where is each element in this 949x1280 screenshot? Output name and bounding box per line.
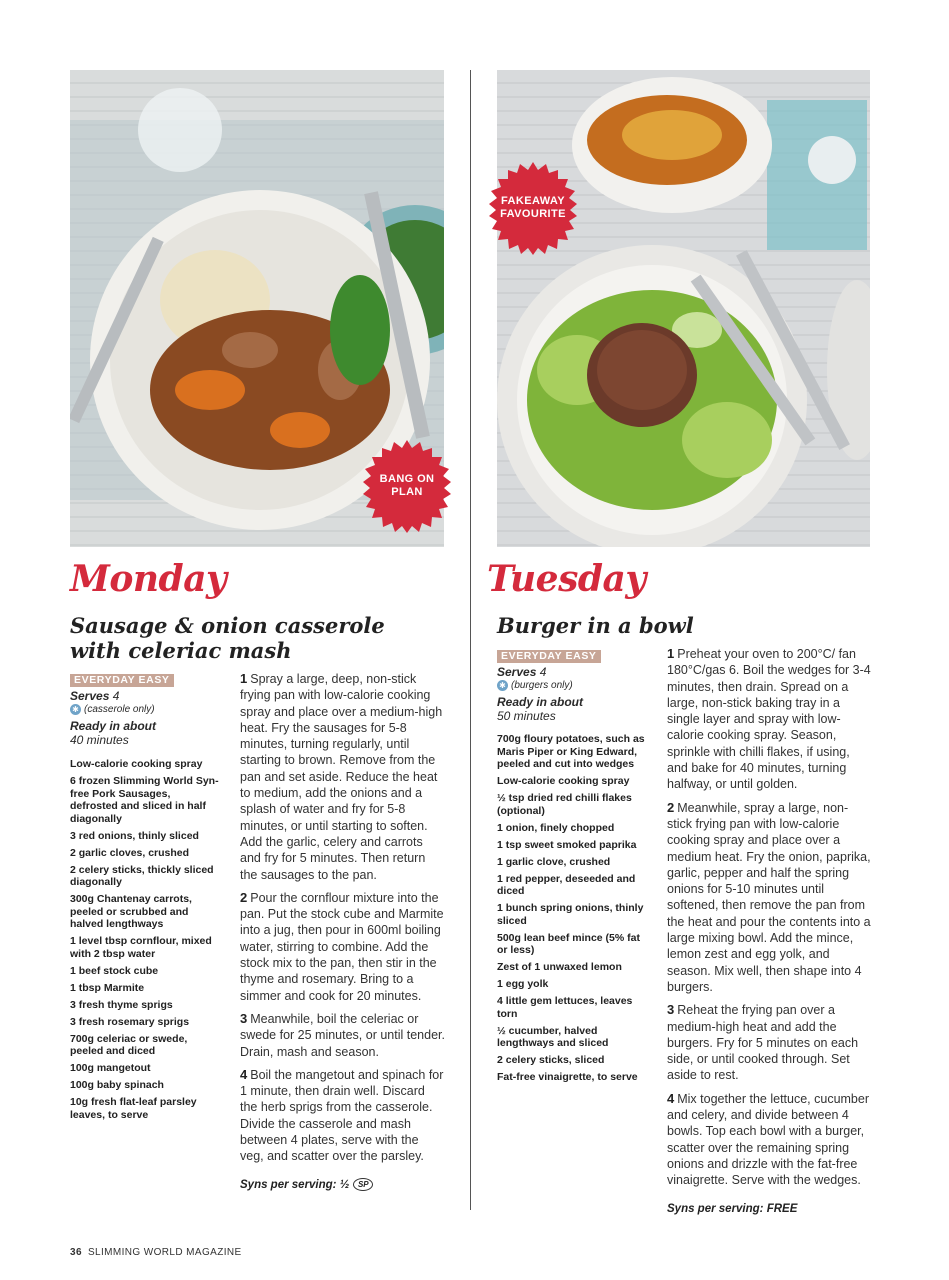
ingredient-item: 1 tsp sweet smoked paprika <box>497 838 637 851</box>
serves-info: Serves 4 <box>70 689 120 703</box>
serves-info: Serves 4 <box>497 665 547 679</box>
freeze-note: ✱ (casserole only) <box>70 704 230 715</box>
recipe-meta-monday <box>70 672 230 747</box>
snowflake-icon: ✱ <box>497 680 508 691</box>
everyday-easy-tag: EVERYDAY EASY <box>70 674 174 687</box>
ready-label: Ready in about <box>70 719 157 733</box>
page-footer <box>70 1247 242 1258</box>
everyday-easy-tag: EVERYDAY EASY <box>497 650 601 663</box>
ready-label: Ready in about <box>497 695 584 709</box>
recipe-title-monday: Sausage & onion casserole with celeriac mash <box>70 613 385 663</box>
ingredient-item: Fat-free vinaigrette, to serve <box>497 1071 638 1083</box>
column-divider <box>470 70 471 1210</box>
ingredient-item: 2 garlic cloves, crushed <box>70 846 190 859</box>
ingredients-list-monday <box>70 758 220 1126</box>
recipe-title-tuesday: Burger in a bowl <box>497 613 694 638</box>
method-step: 1 Preheat your oven to 200°C/ fan 180°C/gas 6. Boil the wedges for 3-4 minutes, then drain. Spread on a large, non-stick baking tray in a single layer and spray with low-calorie cooking spray. Season, sprinkle with chilli flakes, if using, and bake for 40 minutes, turning halfway, or until golden. <box>667 646 871 792</box>
snowflake-icon: ✱ <box>70 704 81 715</box>
ingredient-item: ½ cucumber, halved lengthways and sliced <box>497 1024 609 1049</box>
day-heading-tuesday: Tuesday <box>487 558 646 600</box>
ingredient-item: 100g baby spinach <box>70 1079 164 1091</box>
freeze-note: ✱ (burgers only) <box>497 680 657 691</box>
ingredient-item: 3 red onions, thinly sliced <box>70 829 199 842</box>
recipe-meta-tuesday <box>497 648 657 723</box>
ingredient-item: 700g celeriac or swede, peeled and diced <box>70 1032 188 1057</box>
fakeaway-favourite-badge: FAKEAWAY FAVOURITE <box>485 160 581 256</box>
ingredient-item: 3 fresh rosemary sprigs <box>70 1015 190 1028</box>
ingredient-item: 1 level tbsp cornflour, mixed with 2 tbsp water <box>70 935 212 960</box>
method-step: 2 Pour the cornflour mixture into the pan. Put the stock cube and Marmite into a jug, then pour in 600ml boiling water, stirring to combine. Add the stock mix to the pan, then stir in the thyme and rosemary. Bring to a simmer and cook for 20 minutes. <box>240 889 444 1003</box>
ingredient-item: 100g mangetout <box>70 1062 151 1074</box>
ingredient-item: 10g fresh flat-leaf parsley leaves, to serve <box>70 1096 197 1121</box>
method-tuesday <box>667 646 872 1217</box>
ingredient-item: 2 celery sticks, sliced <box>497 1054 605 1066</box>
page-number: 36 <box>70 1247 82 1258</box>
burger-bowl-photo <box>497 70 870 547</box>
ingredient-item: 500g lean beef mince (5% fat or less) <box>497 931 640 956</box>
method-step: 2 Meanwhile, spray a large, non-stick frying pan with low-calorie cooking spray and place over a medium heat. Fry the onion, paprika, garlic, pepper and half the spring onions for 5-10 minutes until softened, then remove the pan from the heat and pour the contents into a large mixing bowl. Add the mince, lemon zest and egg yolk, and season. Mix well, then shape into 4 burgers. <box>667 799 871 994</box>
method-step: 4 Boil the mangetout and spinach for 1 minute, then drain well. Discard the herb sprigs from the casserole. Divide the casserole and mash between 4 plates, serve with the veg, and scatter over the parsley. <box>240 1066 444 1164</box>
ingredient-item: 1 garlic clove, crushed <box>497 855 611 868</box>
ingredient-item: 1 onion, finely chopped <box>497 821 615 834</box>
sp-icon: SP <box>353 1178 373 1191</box>
syns-per-serving: Syns per serving: ½ SP <box>240 1177 445 1193</box>
ingredient-item: 1 tbsp Marmite <box>70 981 145 994</box>
method-step: 4 Mix together the lettuce, cucumber and celery, and divide between 4 bowls. Top each bowl with a burger, scatter over the remaining spring onions and drizzle with the fat-free vinaigrette. Serve with the wedges. <box>667 1090 869 1188</box>
ingredient-item: Zest of 1 unwaxed lemon <box>497 961 622 973</box>
method-step: 3 Meanwhile, boil the celeriac or swede for 25 minutes, or until tender. Drain, mash and season. <box>240 1010 445 1059</box>
ingredient-item: 4 little gem lettuces, leaves torn <box>497 995 633 1020</box>
method-monday <box>240 671 445 1193</box>
ingredient-item: 2 celery sticks, thickly sliced diagonally <box>70 863 214 888</box>
ingredient-item: Low-calorie cooking spray <box>497 775 630 787</box>
ingredient-item: 700g floury potatoes, such as Maris Piper or King Edward, peeled and cut into wedges <box>497 733 645 770</box>
day-heading-monday: Monday <box>70 558 227 600</box>
ingredient-item: Low-calorie cooking spray <box>70 758 203 770</box>
ingredient-item: 1 egg yolk <box>497 978 549 990</box>
ingredient-item: 300g Chantenay carrots, peeled or scrubbed and halved lengthways <box>70 893 192 930</box>
ingredient-item: 1 bunch spring onions, thinly sliced <box>497 902 644 927</box>
ingredients-list-tuesday <box>497 733 647 1088</box>
syns-per-serving: Syns per serving: FREE <box>667 1202 798 1215</box>
ingredient-item: 6 frozen Slimming World Syn-free Pork Sausages, defrosted and sliced in half diagonally <box>70 775 219 825</box>
magazine-name: SLIMMING WORLD MAGAZINE <box>87 1247 242 1258</box>
ingredient-item: ½ tsp dried red chilli flakes (optional) <box>497 792 632 817</box>
method-step: 1 Spray a large, deep, non-stick frying pan with low-calorie cooking spray and place over a medium-high heat. Fry the sausages for 5-8 minutes, turning regularly, until starting to brown. Remove from the pan and set aside. Reduce the heat to medium, add the onions and a splash of water and fry for 5-8 minutes, or until starting to soften. Add the garlic, celery and carrots and fry for 5 minutes. Then return the sausages to the pan. <box>240 671 443 882</box>
ingredient-item: 1 beef stock cube <box>70 964 159 977</box>
ingredient-item: 1 red pepper, deseeded and diced <box>497 872 636 897</box>
method-step: 3 Reheat the frying pan over a medium-high heat and add the burgers. Fry for 5 minutes on each side, or until cooked through. Set aside to rest. <box>667 1002 859 1083</box>
bang-on-plan-badge: BANG ON PLAN <box>359 438 455 534</box>
ingredient-item: 3 fresh thyme sprigs <box>70 998 173 1011</box>
ready-time: 50 minutes <box>497 709 556 723</box>
ready-time: 40 minutes <box>70 733 129 747</box>
